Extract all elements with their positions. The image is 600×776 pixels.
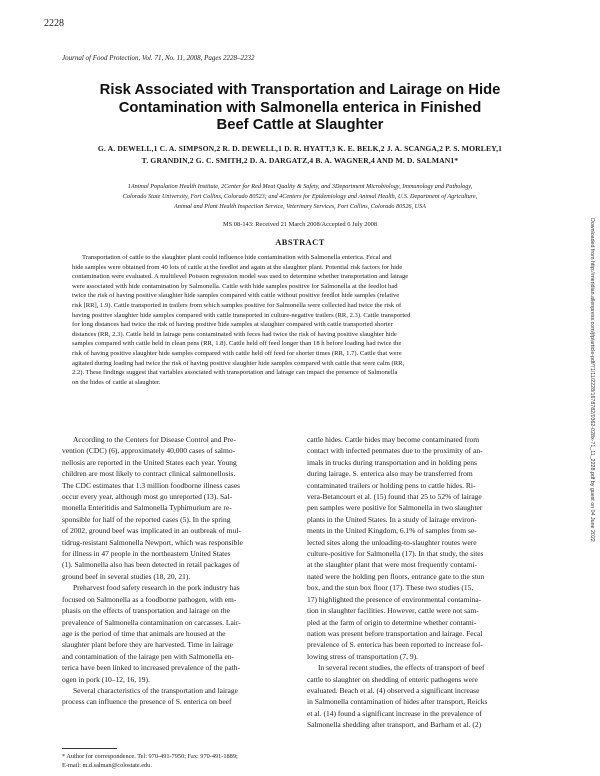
body-line: imals in trucks during transportation and in holding pens	[307, 457, 477, 467]
body-line: contaminated trailers or holding pens to cattle hides. Ri-	[307, 480, 476, 490]
body-line: (1). Salmonella also has been detected in retail packages of	[62, 560, 240, 570]
abstract-line: on the hides of cattle at slaughter.	[72, 378, 161, 386]
abstract-line: contamination were evaluated. A multilevel Poisson regression model was used to determine whether transportation and lairage	[72, 273, 409, 281]
body-line: tidrug-resistant Salmonella Newport, which was responsible	[62, 537, 243, 547]
abstract-line: for long distances had twice the risk of having positive hide samples at slaughter compared with cattle transported shorter	[72, 321, 393, 329]
body-line: prevalence of S. enterica has been reported to increase fol-	[307, 640, 483, 650]
abstract-line: distances (RR, 2.3). Cattle held in lairage pens contaminated with feces had twice the risk of having positive slaughter hide	[72, 330, 397, 338]
body-line: The CDC estimates that 1.3 million foodborne illness cases	[62, 480, 241, 490]
abstract-line: samples compared with cattle held in clean pens (RR, 1.8). Cattle held off feed longer than 18 h before loading had twice the	[72, 340, 402, 348]
abstract-body	[72, 253, 530, 387]
affiliation-line-2: Colorado State University, Fort Collins, Colorado 80523; and 4Centers for Epidemiology and Animal Health, U.S. Department of Agriculture,	[122, 193, 478, 200]
author-line-1: G. A. DEWELL,1 C. A. SIMPSON,2 R. D. DEWELL,1 D. R. HYATT,3 K. E. BELK,2 J. A. SCANGA,2 P. S. MORLEY,1	[97, 144, 503, 153]
body-line: lected sites along the unloading-to-slaughter routes were	[307, 537, 477, 547]
body-line: in Salmonella contamination of hides after transport, Reicks	[307, 697, 488, 707]
body-line: and contamination of the lairage pen with Salmonella en-	[62, 651, 235, 661]
body-line: tion in slaughter facilities. However, cattle were not sam-	[307, 606, 479, 616]
body-line: age is the period of time that animals are housed at the	[62, 628, 226, 638]
title-line-2: Contamination with Salmonella enterica in Finished	[118, 99, 482, 116]
download-notice: Downloaded from http://meridian.allenpress.com/jfp/article-pdf/71/11/2228/1678782/0362-028x-71_11_2228.pdf by guest on 04 June 2022	[589, 218, 595, 542]
body-column-right	[307, 434, 537, 731]
body-line: ments in the United Kingdom, 6.1% of samples from se-	[307, 526, 477, 536]
author-list	[62, 143, 538, 167]
abstract-line: agitated during loading had twice the risk of having positive slaughter hide samples compared with cattle that were calm (RR,	[72, 359, 405, 367]
body-line: occur every year, although most go unreported (13). Sal-	[62, 492, 233, 502]
body-line: children are most likely to contract clinical salmonellosis.	[62, 469, 236, 479]
body-line: nellosis are reported in the United States each year. Young	[62, 457, 237, 467]
body-line: focused on Salmonella as a foodborne pathogen, with em-	[62, 594, 237, 604]
body-line: evaluated. Beach et al. (4) observed a significant increase	[307, 685, 480, 695]
author-line-2: T. GRANDIN,2 G. C. SMITH,2 D. A. DARGATZ,4 B. A. WAGNER,4 AND M. D. SALMAN1*	[141, 156, 459, 165]
abstract-line: were associated with hide contamination by Salmonella. Cattle with hide samples positive for Salmonella at the feedlot had	[72, 282, 398, 290]
body-line: Salmonella shedding after transport, and Barham et al. (2)	[307, 720, 482, 730]
body-line: plants in the United States. In a study of lairage environ-	[307, 514, 477, 524]
body-line: According to the Centers for Disease Control and Pre-	[73, 435, 236, 444]
article-title	[70, 82, 530, 135]
body-line: culture-positive for Salmonella (17). In that study, the sites	[307, 549, 484, 559]
body-line: ground beef in several studies (18, 20, 21).	[62, 571, 191, 581]
affiliation-line-3: Animal and Plant Health Inspection Service, Veterinary Services, Fort Collins, Colorado 80526, USA	[174, 203, 426, 210]
abstract-line: risk of having positive slaughter hide samples compared with cattle held off feed for shorter times (RR, 1.7). Cattle that were	[72, 349, 402, 357]
body-line: prevalence of Salmonella contamination on carcasses. Lair-	[62, 617, 241, 627]
footnote-line: E-mail: m.d.salman@colostate.edu.	[62, 762, 152, 769]
body-line: at the slaughter plant that were most frequently contami-	[307, 560, 477, 570]
body-line: pen samples were positive for Salmonella in two slaughter	[307, 503, 483, 513]
page-number: 2228	[44, 18, 64, 29]
body-line: cattle to slaughter on shedding of enteric pathogens were	[307, 674, 478, 684]
body-line: nated were the holding pen floors, entrance gate to the stun	[307, 571, 485, 581]
body-line: 17) highlighted the presence of environmental contamina-	[307, 594, 482, 604]
abstract-line: Transportation of cattle to the slaughter plant could influence hide contamination with Salmonella enterica. Fecal and	[82, 254, 392, 261]
body-line: Several characteristics of the transportation and lairage	[73, 685, 238, 695]
abstract-line: 2.2). These findings suggest that variables associated with transportation and lairage can impact the presence of Salmonella	[72, 369, 398, 377]
abstract-line: risk [RR], 1.9). Cattle transported in trailers from which samples positive for Salmonella were collected had twice the risk of	[72, 301, 402, 309]
body-line: vention (CDC) (6), approximately 40,000 cases of salmo-	[62, 446, 236, 456]
journal-citation: Journal of Food Protection, Vol. 71, No. 11, 2008, Pages 2228–2232	[62, 54, 255, 62]
body-line: lowing stress of transportation (7, 9).	[307, 651, 419, 661]
body-line: for illness in 47 people in the northeastern United States	[62, 549, 231, 559]
body-line: terica have been linked to increased prevalence of the path-	[62, 663, 241, 673]
body-line: In several recent studies, the effects of transport of beef	[318, 663, 485, 673]
body-column-left	[62, 434, 292, 708]
body-line: et al. (14) found a significant increase in the prevalence of	[307, 708, 482, 718]
body-line: phasis on the effects of transportation and lairage on the	[62, 606, 230, 616]
abstract-line: twice the risk of having positive slaughter hide samples compared with cattle without positive feedlot hide samples (relative	[72, 292, 400, 300]
manuscript-dates: MS 08-143: Received 21 March 2008/Accepted 6 July 2008	[222, 221, 378, 228]
body-line: of 2002, ground beef was implicated in an outbreak of mul-	[62, 526, 241, 536]
body-line: sponsible for half of the reported cases (5). In the spring	[62, 514, 231, 524]
abstract-line: hide samples were obtained from 40 lots of cattle at the feedlot and again at the slaughter plant. Potential risk factors for hide	[72, 263, 403, 271]
abstract-heading: ABSTRACT	[275, 238, 325, 247]
correspondence-footnote	[62, 752, 292, 770]
body-line: process can influence the presence of S. enterica on beef	[62, 697, 232, 707]
abstract-line: having positive slaughter hide samples compared with cattle transported in culture-negative trailers (RR, 2.3). Cattle transported	[72, 311, 411, 319]
title-line-3: Beef Cattle at Slaughter	[216, 117, 384, 133]
body-line: slaughter plant before they are harvested. Time in lairage	[62, 640, 233, 650]
body-line: nation was present before transportation and lairage. Fecal	[307, 628, 483, 638]
body-line: ogen in pork (10–12, 16, 19).	[62, 674, 150, 684]
body-line: during lairage. S. enterica also may be transferred from	[307, 469, 473, 479]
footnote-divider	[62, 748, 117, 749]
body-line: contact with infected penmates due to the proximity of an-	[307, 446, 483, 456]
body-line: monella Enteritidis and Salmonella Typhimurium are re-	[62, 503, 232, 513]
footnote-line: * Author for correspondence. Tel: 970-491-7950; Fax: 970-491-1889;	[62, 753, 238, 760]
body-line: vera-Betancourt et al. (15) found that 25 to 52% of lairage	[307, 492, 482, 502]
body-line: box, and the stun box floor (17). These two studies (15,	[307, 583, 474, 593]
affiliation-line-1: 1Animal Population Health Institute, 2Center for Red Meat Quality & Safety, and 3Department Microbiology, Immunology and Pathology,	[127, 183, 473, 190]
body-line: pled at the farm of origin to determine whether contami-	[307, 617, 477, 627]
title-line-1: Risk Associated with Transportation and Lairage on Hide	[99, 82, 501, 98]
body-line: cattle hides. Cattle hides may become contaminated from	[307, 435, 480, 444]
body-line: Preharvest food safety research in the pork industry has	[73, 583, 240, 593]
affiliations	[62, 182, 538, 212]
